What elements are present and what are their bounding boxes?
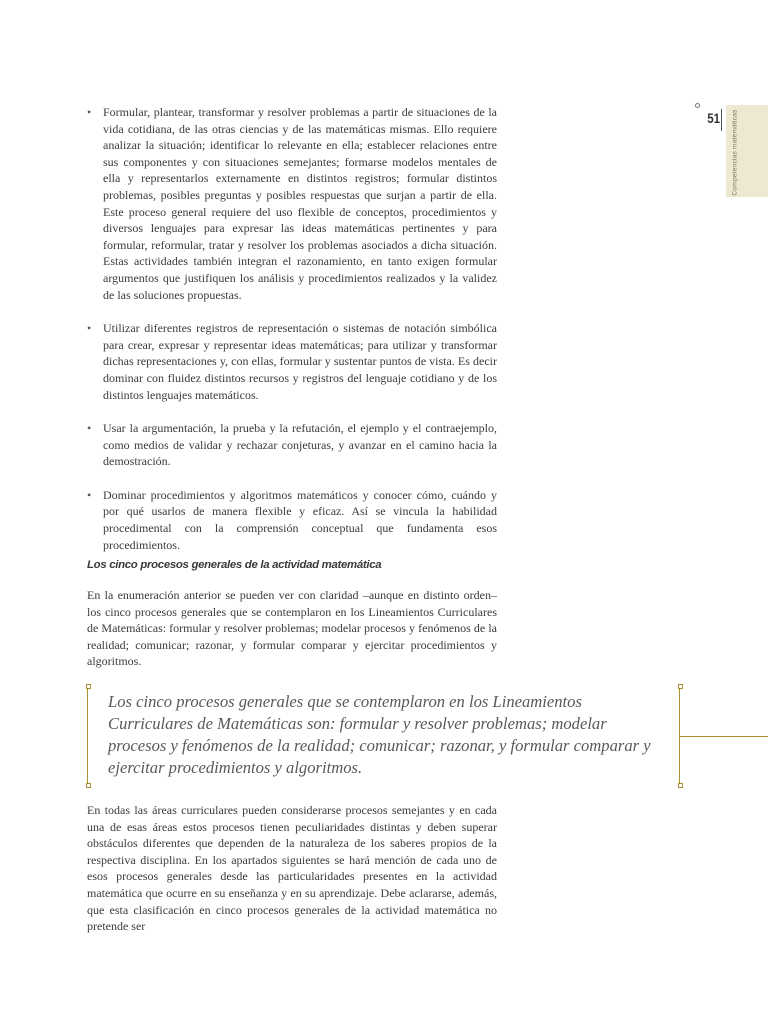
pull-quote: Los cinco procesos generales que se contemplaron en los Lineamientos Curriculares de Matemáticas son: formular y resolver problemas; modelar procesos y fenómenos de la realidad; comunicar; razonar, y formular comparar y ejercitar procedimientos y algoritmos. [108,692,651,777]
pull-quote-corner-mark [678,783,683,788]
section-subheading: Los cinco procesos generales de la actividad matemática [87,559,382,571]
pull-quote-corner-mark [86,684,91,689]
list-item [87,320,497,403]
list-item [87,487,497,553]
bullet-icon: • [87,487,92,502]
page-number-rule [721,109,722,131]
pull-quote-left-rule [87,686,88,786]
bullet-icon: • [87,321,92,336]
section-tab-label [729,110,741,194]
paragraph-intro: En la enumeración anterior se pueden ver con claridad –aunque en distinto orden– los cinco procesos generales que se contemplaron en los Lineamientos Curriculares de Matemáticas: formular y resolver problemas; modelar procesos y fenómenos de la realidad; comunicar; razonar, y formular comparar y ejercitar procedimientos y algoritmos. [87,588,497,669]
bullet-list [87,104,497,570]
pull-quote-corner-mark [86,783,91,788]
paragraph-body: En todas las áreas curriculares pueden considerarse procesos semejantes y en cada una de esas áreas estos procesos tienen peculiaridades distintas y deben superar obstáculos diferentes que dependen de la naturaleza de los saberes propios de la respectiva disciplina. En los apartados siguientes se hará mención de cada uno de esos procesos generales desde las particularidades presentes en la actividad matemática que ocurre en su enseñanza y en su aprendizaje. Debe aclararse, además, que esta clasificación en cinco procesos generales de la actividad matemática no pretende ser [87,803,497,934]
pull-quote-corner-mark [678,684,683,689]
list-item-text: Utilizar diferentes registros de representación o sistemas de notación simbólica para crear, expresar y representar ideas matemáticas; para utilizar y transformar dichas representaciones y, con ellas, formular y sustentar puntos de vista. Es decir dominar con fluidez distintos recursos y registros del lenguaje cotidiano y de los distintos lenguajes matemáticos. [103,321,497,402]
page-number: 51 [707,110,720,126]
bullet-icon: • [87,421,92,436]
list-item [87,420,497,470]
list-item [87,104,497,303]
pull-quote-connector-rule [680,736,768,737]
list-item-text: Dominar procedimientos y algoritmos matemáticos y conocer cómo, cuándo y por qué usarlos de manera flexible y eficaz. Así se vincula la habilidad procedimental con la comprensión conceptual que fundamenta esos procedimientos. [103,487,497,552]
list-item-text: Formular, plantear, transformar y resolver problemas a partir de situaciones de la vida cotidiana, de las otras ciencias y de las matemáticas mismas. Ello requiere analizar la situación; identificar lo relevante en ella; establecer relaciones entre sus componentes y con situaciones semejantes; formarse modelos mentales de ella y representarlos externamente en distintos registros; formular distintos problemas, posibles preguntas y posibles respuestas que surjan a partir de ella. Este proceso general requiere del uso flexible de conceptos, procedimientos y diversos lenguajes para expresar las ideas matemáticas pertinentes y para formular, reformular, tratar y resolver los problemas asociados a dicha situación. Estas actividades también integran el razonamiento, en tanto exigen formular argumentos que justifiquen los análisis y procedimientos realizados y la validez de las soluciones propuestas. [103,105,497,302]
bullet-icon: • [87,105,92,119]
page-marker-dot [695,103,700,108]
section-label: Competencias matemáticas [731,108,739,196]
list-item-text: Usar la argumentación, la prueba y la refutación, el ejemplo y el contraejemplo, como medios de validar y rechazar conjeturas, y avanzar en el camino hacia la demostración. [103,421,497,469]
